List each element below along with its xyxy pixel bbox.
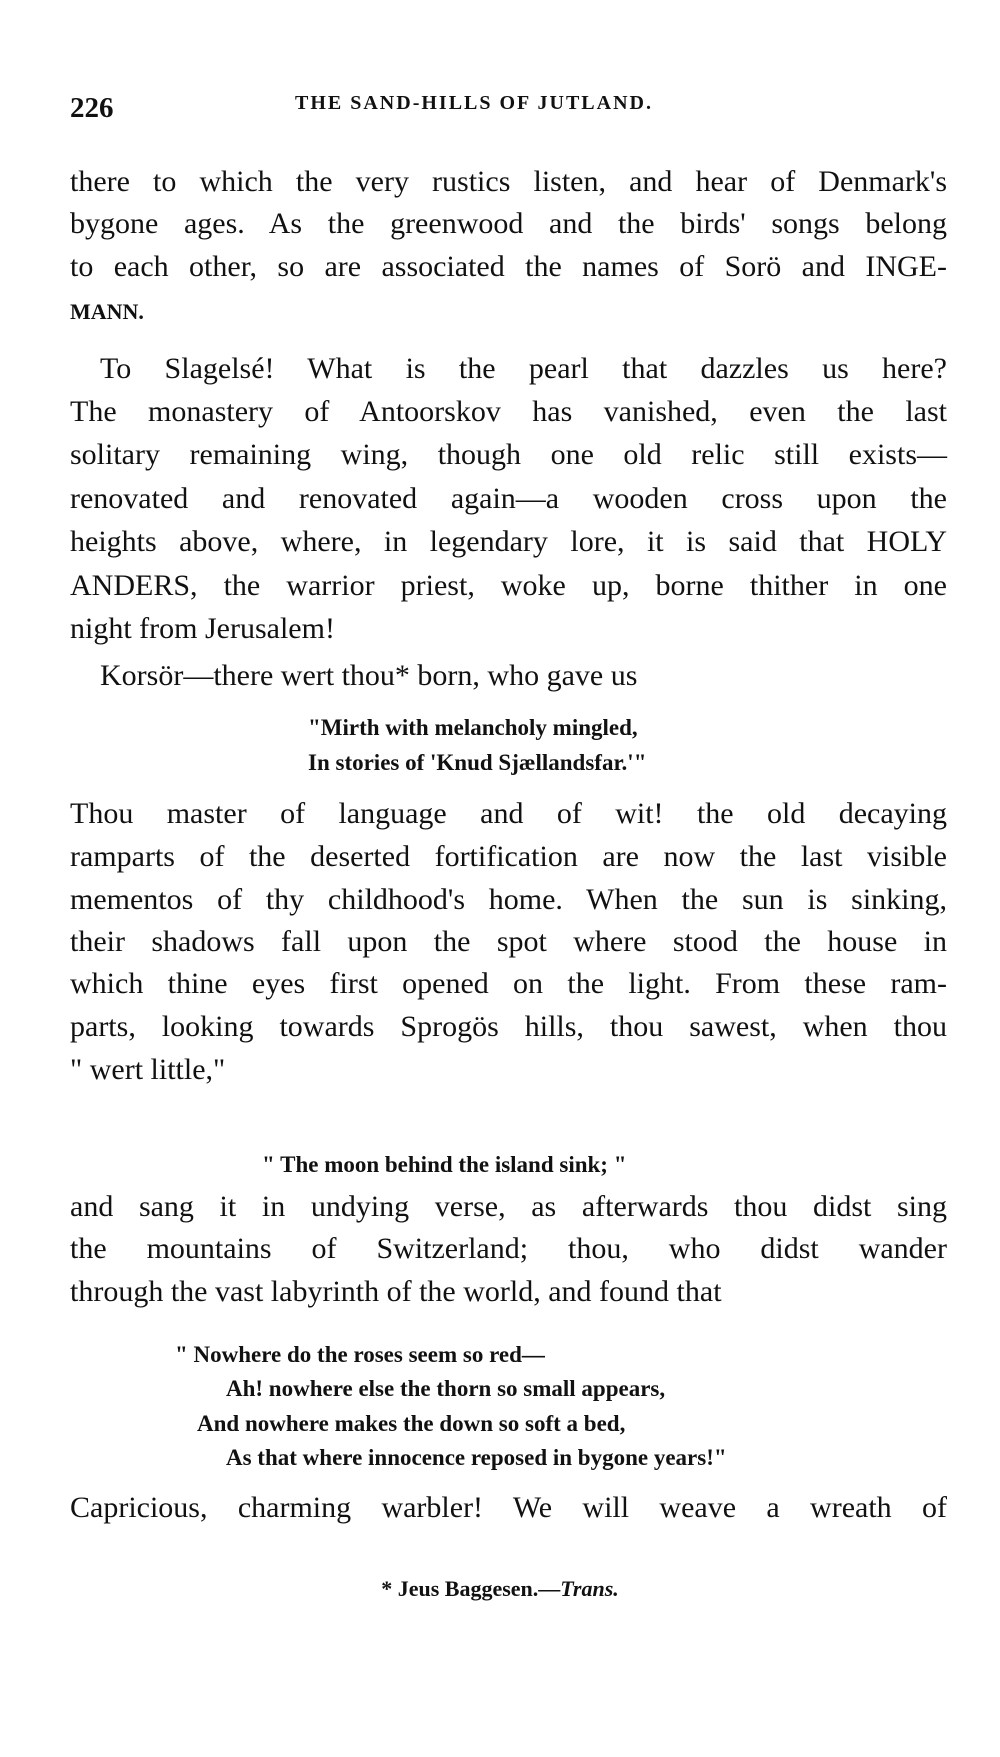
text-line: night from Jerusalem! xyxy=(70,612,335,645)
verse-line: Ah! nowhere else the thorn so small appears, xyxy=(226,1376,666,1401)
text-line: heights above, where, in legendary lore, it is said that HOLY xyxy=(70,525,947,558)
verse-line: "Mirth with melancholy mingled, xyxy=(308,715,638,740)
text-line: " wert little," xyxy=(70,1053,226,1086)
text-line: parts, looking towards Sprogös hills, thou sawest, when thou xyxy=(70,1010,947,1043)
text-line: through the vast labyrinth of the world, and found that xyxy=(70,1275,722,1308)
text-line: The monastery of Antoorskov has vanished, even the last xyxy=(70,395,947,428)
footnote xyxy=(0,1576,1000,1602)
text-line: solitary remaining wing, though one old relic still exists— xyxy=(70,438,947,471)
footnote-translator: Trans. xyxy=(560,1576,619,1601)
text-line: to each other, so are associated the names of Sorö and INGE- xyxy=(70,250,947,283)
text-line: bygone ages. As the greenwood and the birds' songs belong xyxy=(70,207,947,240)
text-line: which thine eyes first opened on the light. From these ram- xyxy=(70,967,947,1000)
text-line: ANDERS, the warrior priest, woke up, borne thither in one xyxy=(70,569,947,602)
text-line: MANN. xyxy=(70,299,144,324)
verse-line: " Nowhere do the roses seem so red— xyxy=(175,1342,545,1367)
footnote-text: * Jeus Baggesen.— xyxy=(381,1576,561,1601)
text-line: To Slagelsé! What is the pearl that dazzles us here? xyxy=(100,352,947,385)
text-line: ramparts of the deserted fortification are now the last visible xyxy=(70,840,947,873)
running-title: THE SAND-HILLS OF JUTLAND. xyxy=(295,92,653,114)
text-line: there to which the very rustics listen, and hear of Denmark's xyxy=(70,165,947,198)
verse-line: And nowhere makes the down so soft a bed, xyxy=(197,1411,626,1436)
text-line: mementos of thy childhood's home. When the sun is sinking, xyxy=(70,883,947,916)
verse-line: As that where innocence reposed in bygone years!" xyxy=(226,1445,727,1470)
text-line: their shadows fall upon the spot where stood the house in xyxy=(70,925,947,958)
verse-line: " The moon behind the island sink; " xyxy=(262,1152,627,1177)
text-line: Capricious, charming warbler! We will weave a wreath of xyxy=(70,1491,947,1524)
text-line: renovated and renovated again—a wooden cross upon the xyxy=(70,482,947,515)
verse-line: In stories of 'Knud Sjællandsfar.'" xyxy=(308,750,647,775)
text-line: Thou master of language and of wit! the old decaying xyxy=(70,797,947,830)
text-line: and sang it in undying verse, as afterwards thou didst sing xyxy=(70,1190,947,1223)
text-line: the mountains of Switzerland; thou, who didst wander xyxy=(70,1232,947,1265)
page-number: 226 xyxy=(70,92,114,124)
text-line: Korsör—there wert thou* born, who gave us xyxy=(100,659,638,692)
